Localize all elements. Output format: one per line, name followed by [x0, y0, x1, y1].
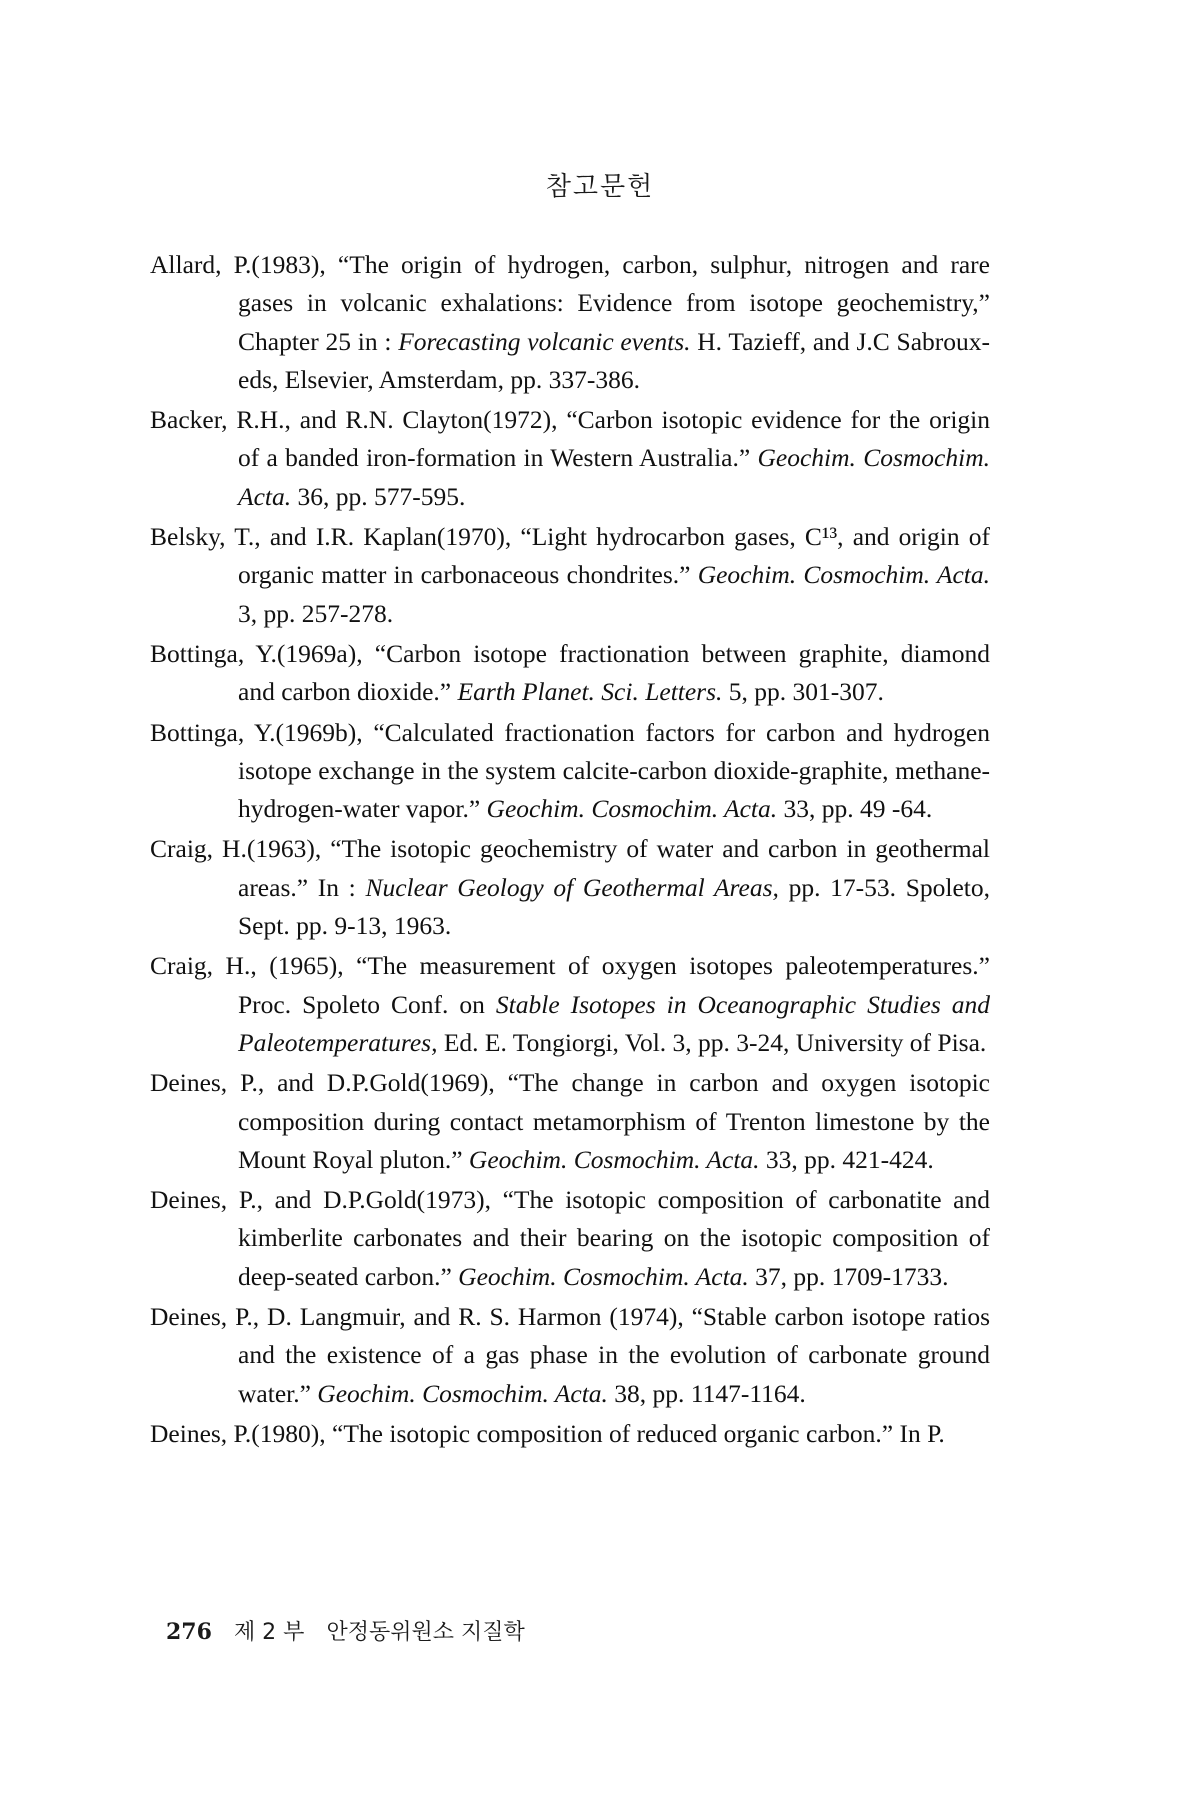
reference-text: Allard, P.(1983), “The origin of hydrogen, carbon, sulphur, nitrogen and rare gases in volcanic exhalations: Evidence from isotope geochemistry,” Chapter 25 in :: [150, 250, 990, 356]
page-number: 276: [166, 1619, 212, 1645]
reference-entry: [150, 518, 990, 633]
reference-entry: [150, 246, 990, 399]
reference-text: Belsky, T., and I.R. Kaplan(1970), “Light hydrocarbon gases, C¹³, and origin of organic matter in carbonaceous chondrites.”: [150, 522, 990, 590]
reference-journal-title: Earth Planet. Sci. Letters.: [457, 677, 723, 707]
reference-text: Deines, P., and D.P.Gold(1973), “The isotopic composition of carbonatite and kimberlite carbonates and their bearing on the isotopic composition of deep-seated carbon.”: [150, 1185, 990, 1291]
reference-list: [150, 246, 990, 1455]
reference-text: Deines, P., and D.P.Gold(1969), “The change in carbon and oxygen isotopic composition during contact metamorphism of Trenton limestone by the Mount Royal pluton.”: [150, 1068, 990, 1174]
reference-entry: [150, 635, 990, 712]
reference-entry: [150, 947, 990, 1062]
reference-entry: [150, 1415, 990, 1453]
reference-text: Craig, H., (1965), “The measurement of oxygen isotopes paleotemperatures.” Proc. Spoleto Conf. on: [150, 951, 990, 1019]
reference-journal-title: Geochim. Cosmochim. Acta.: [468, 1144, 760, 1174]
reference-journal-title: Geochim. Cosmochim. Acta.: [458, 1261, 749, 1291]
reference-entry: [150, 401, 990, 516]
reference-text: pp. 17-53. Spoleto, Sept. pp. 9-13, 1963.: [238, 872, 990, 941]
page-footer: [166, 1615, 525, 1646]
reference-text: 5, pp. 301-307.: [722, 677, 884, 707]
reference-entry: [150, 1181, 990, 1296]
reference-text: 36, pp. 577-595.: [291, 481, 466, 511]
reference-text: 38, pp. 1147-1164.: [607, 1378, 806, 1408]
reference-entry: [150, 714, 990, 829]
part-label: 제 2 부: [233, 1620, 305, 1645]
reference-text: Backer, R.H., and R.N. Clayton(1972), “Carbon isotopic evidence for the origin of a banded iron-formation in Western Australia.”: [150, 405, 990, 473]
reference-entry: [150, 1064, 990, 1179]
reference-text: 37, pp. 1709-1733.: [748, 1261, 949, 1291]
reference-entry: [150, 830, 990, 945]
section-title: 안정동위원소 지질학: [326, 1620, 525, 1645]
reference-journal-title: Geochim. Cosmochim. Acta.: [697, 560, 990, 590]
reference-journal-title: Geochim. Cosmochim. Acta.: [238, 443, 990, 511]
reference-journal-title: Forecasting volcanic events.: [398, 326, 691, 356]
reference-text: 33, pp. 49 -64.: [777, 794, 933, 824]
reference-text: 33, pp. 421-424.: [759, 1144, 934, 1174]
reference-text: Bottinga, Y.(1969b), “Calculated fractionation factors for carbon and hydrogen isotope exchange in the system calcite-carbon dioxide-graphite, methane-hydrogen-water vapor.”: [150, 717, 990, 824]
reference-text: H. Tazieff, and J.C Sabroux-eds, Elsevier, Amsterdam, pp. 337-386.: [238, 326, 991, 394]
reference-text: Ed. E. Tongiorgi, Vol. 3, pp. 3-24, University of Pisa.: [437, 1027, 987, 1057]
reference-text: Deines, P., D. Langmuir, and R. S. Harmon (1974), “Stable carbon isotope ratios and the existence of a gas phase in the evolution of carbonate ground water.”: [150, 1302, 990, 1408]
reference-entry: [150, 1298, 990, 1413]
reference-journal-title: Stable Isotopes in Oceanographic Studies and Paleotemperatures,: [238, 989, 990, 1057]
reference-journal-title: Nuclear Geology of Geothermal Areas,: [365, 872, 779, 902]
reference-text: Craig, H.(1963), “The isotopic geochemistry of water and carbon in geothermal areas.” In :: [150, 834, 990, 902]
reference-journal-title: Geochim. Cosmochim. Acta.: [486, 794, 778, 824]
reference-text: 3, pp. 257-278.: [238, 598, 394, 628]
reference-text: Bottinga, Y.(1969a), “Carbon isotope fractionation between graphite, diamond and carbon dioxide.”: [150, 638, 990, 707]
reference-journal-title: Geochim. Cosmochim. Acta.: [317, 1378, 608, 1408]
page-heading: 참고문헌: [545, 172, 655, 202]
reference-text: Deines, P.(1980), “The isotopic composition of reduced organic carbon.” In P.: [150, 1418, 945, 1448]
